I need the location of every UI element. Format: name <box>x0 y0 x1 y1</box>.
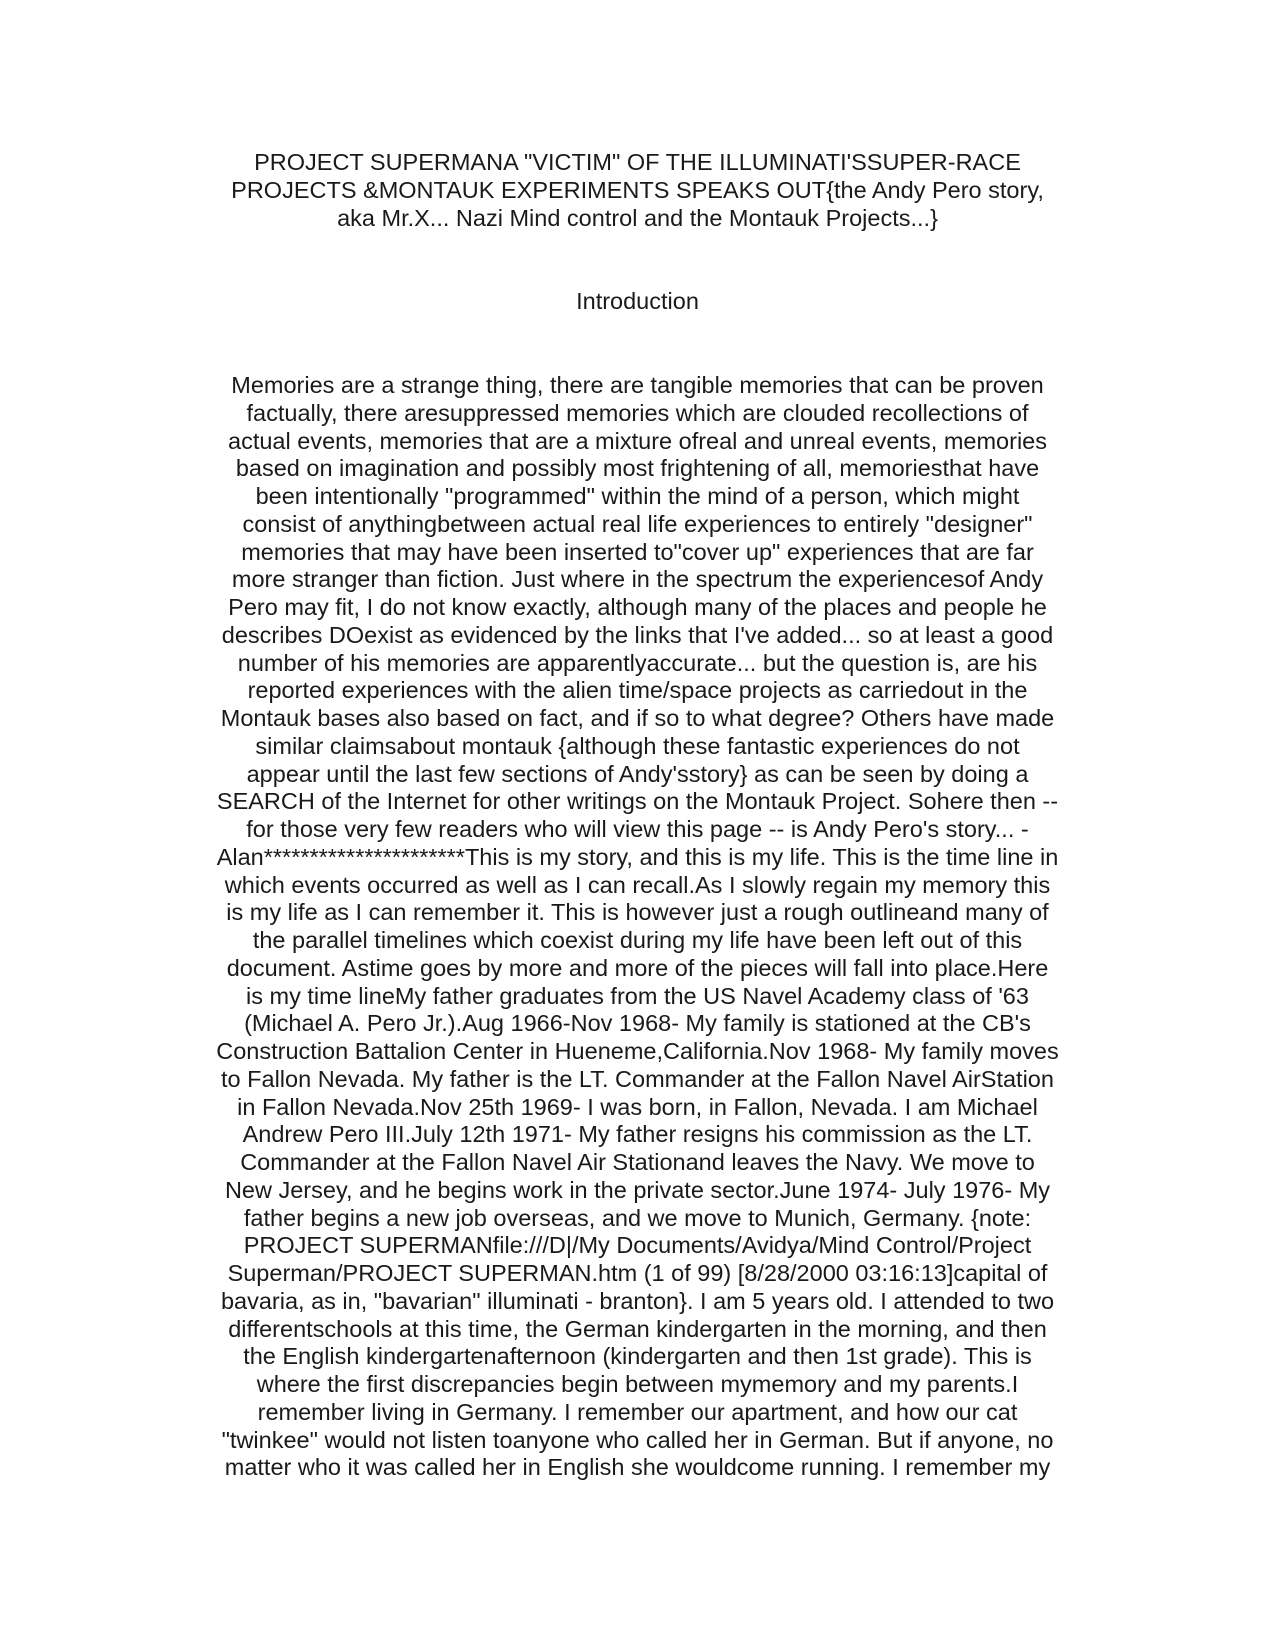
body-line: appear until the last few sections of Andy'sstory} as can be seen by doing a <box>246 760 1029 787</box>
body-line: PROJECT SUPERMANfile:///D|/My Documents/Avidya/Mind Control/Project <box>243 1232 1032 1259</box>
title-line: PROJECT SUPERMANA "VICTIM" OF THE ILLUMINATI'SSUPER-RACE <box>254 149 1021 175</box>
section-heading: Introduction <box>576 288 699 314</box>
body-line: actual events, memories that are a mixture ofreal and unreal events, memories <box>228 427 1047 454</box>
title-line: aka Mr.X... Nazi Mind control and the Montauk Projects...} <box>337 205 938 231</box>
body-line: factually, there aresuppressed memories which are clouded recollections of <box>246 399 1029 426</box>
body-line: Pero may fit, I do not know exactly, although many of the places and people he <box>228 594 1047 620</box>
body-line: Superman/PROJECT SUPERMAN.htm (1 of 99) [8/28/2000 03:16:13]capital of <box>227 1260 1048 1286</box>
body-line: is my life as I can remember it. This is however just a rough outlineand many of <box>226 899 1049 926</box>
body-line: similar claimsabout montauk {although these fantastic experiences do not <box>255 732 1020 759</box>
body-line: Andrew Pero III.July 12th 1971- My father resigns his commission as the LT. <box>242 1121 1033 1148</box>
body-text <box>150 372 1125 1482</box>
body-line: consist of anythingbetween actual real life experiences to entirely "designer" <box>242 510 1033 537</box>
body-line: is my time lineMy father graduates from the US Navel Academy class of '63 <box>246 982 1029 1009</box>
body-line: Memories are a strange thing, there are tangible memories that can be proven <box>231 372 1044 398</box>
body-line: been intentionally "programmed" within the mind of a person, which might <box>255 483 1020 509</box>
body-line: to Fallon Nevada. My father is the LT. Commander at the Fallon Navel AirStation <box>221 1065 1054 1092</box>
body-line: reported experiences with the alien time/space projects as carriedout in the <box>247 677 1028 704</box>
body-line: describes DOexist as evidenced by the links that I've added... so at least a good <box>221 621 1054 648</box>
body-line: based on imagination and possibly most frightening of all, memoriesthat have <box>235 455 1040 482</box>
title-line: PROJECTS &MONTAUK EXPERIMENTS SPEAKS OUT{the Andy Pero story, <box>231 177 1044 203</box>
body-line: Construction Battalion Center in Hueneme,California.Nov 1968- My family moves <box>216 1038 1059 1064</box>
body-line: father begins a new job overseas, and we move to Munich, Germany. {note: <box>243 1204 1032 1231</box>
body-line: in Fallon Nevada.Nov 25th 1969- I was born, in Fallon, Nevada. I am Michael <box>237 1093 1038 1120</box>
body-line: SEARCH of the Internet for other writings on the Montauk Project. Sohere then -- <box>216 788 1059 815</box>
body-line: Montauk bases also based on fact, and if so to what degree? Others have made <box>220 705 1055 731</box>
body-line: Alan**********************This is my story, and this is my life. This is the time line in <box>216 843 1059 870</box>
body-line: the English kindergartenafternoon (kindergarten and then 1st grade). This is <box>243 1343 1032 1370</box>
body-line: the parallel timelines which coexist during my life have been left out of this <box>252 927 1023 953</box>
body-line: memories that may have been inserted to"cover up" experiences that are far <box>241 538 1034 565</box>
body-line: number of his memories are apparentlyaccurate... but the question is, are his <box>237 649 1038 676</box>
body-line: bavaria, as in, "bavarian" illuminati - branton}. I am 5 years old. I attended to two <box>220 1287 1055 1314</box>
body-line: more stranger than fiction. Just where in the spectrum the experiencesof Andy <box>231 566 1044 593</box>
body-line: matter who it was called her in English she wouldcome running. I remember my <box>224 1454 1051 1481</box>
body-line: (Michael A. Pero Jr.).Aug 1966-Nov 1968- My family is stationed at the CB's <box>244 1010 1031 1037</box>
body-line: for those very few readers who will view this page -- is Andy Pero's story... - <box>246 816 1029 842</box>
body-line: "twinkee" would not listen toanyone who called her in German. But if anyone, no <box>221 1426 1054 1453</box>
body-line: differentschools at this time, the German kindergarten in the morning, and then <box>228 1315 1047 1342</box>
body-line: remember living in Germany. I remember our apartment, and how our cat <box>257 1398 1018 1425</box>
document-title <box>160 148 1115 232</box>
body-line: which events occurred as well as I can recall.As I slowly regain my memory this <box>224 871 1051 898</box>
body-line: New Jersey, and he begins work in the private sector.June 1974- July 1976- My <box>224 1176 1051 1203</box>
body-line: document. Astime goes by more and more of the pieces will fall into place.Here <box>226 954 1049 981</box>
body-line: where the first discrepancies begin between mymemory and my parents.I <box>256 1371 1019 1397</box>
body-line: Commander at the Fallon Navel Air Stationand leaves the Navy. We move to <box>240 1149 1035 1175</box>
